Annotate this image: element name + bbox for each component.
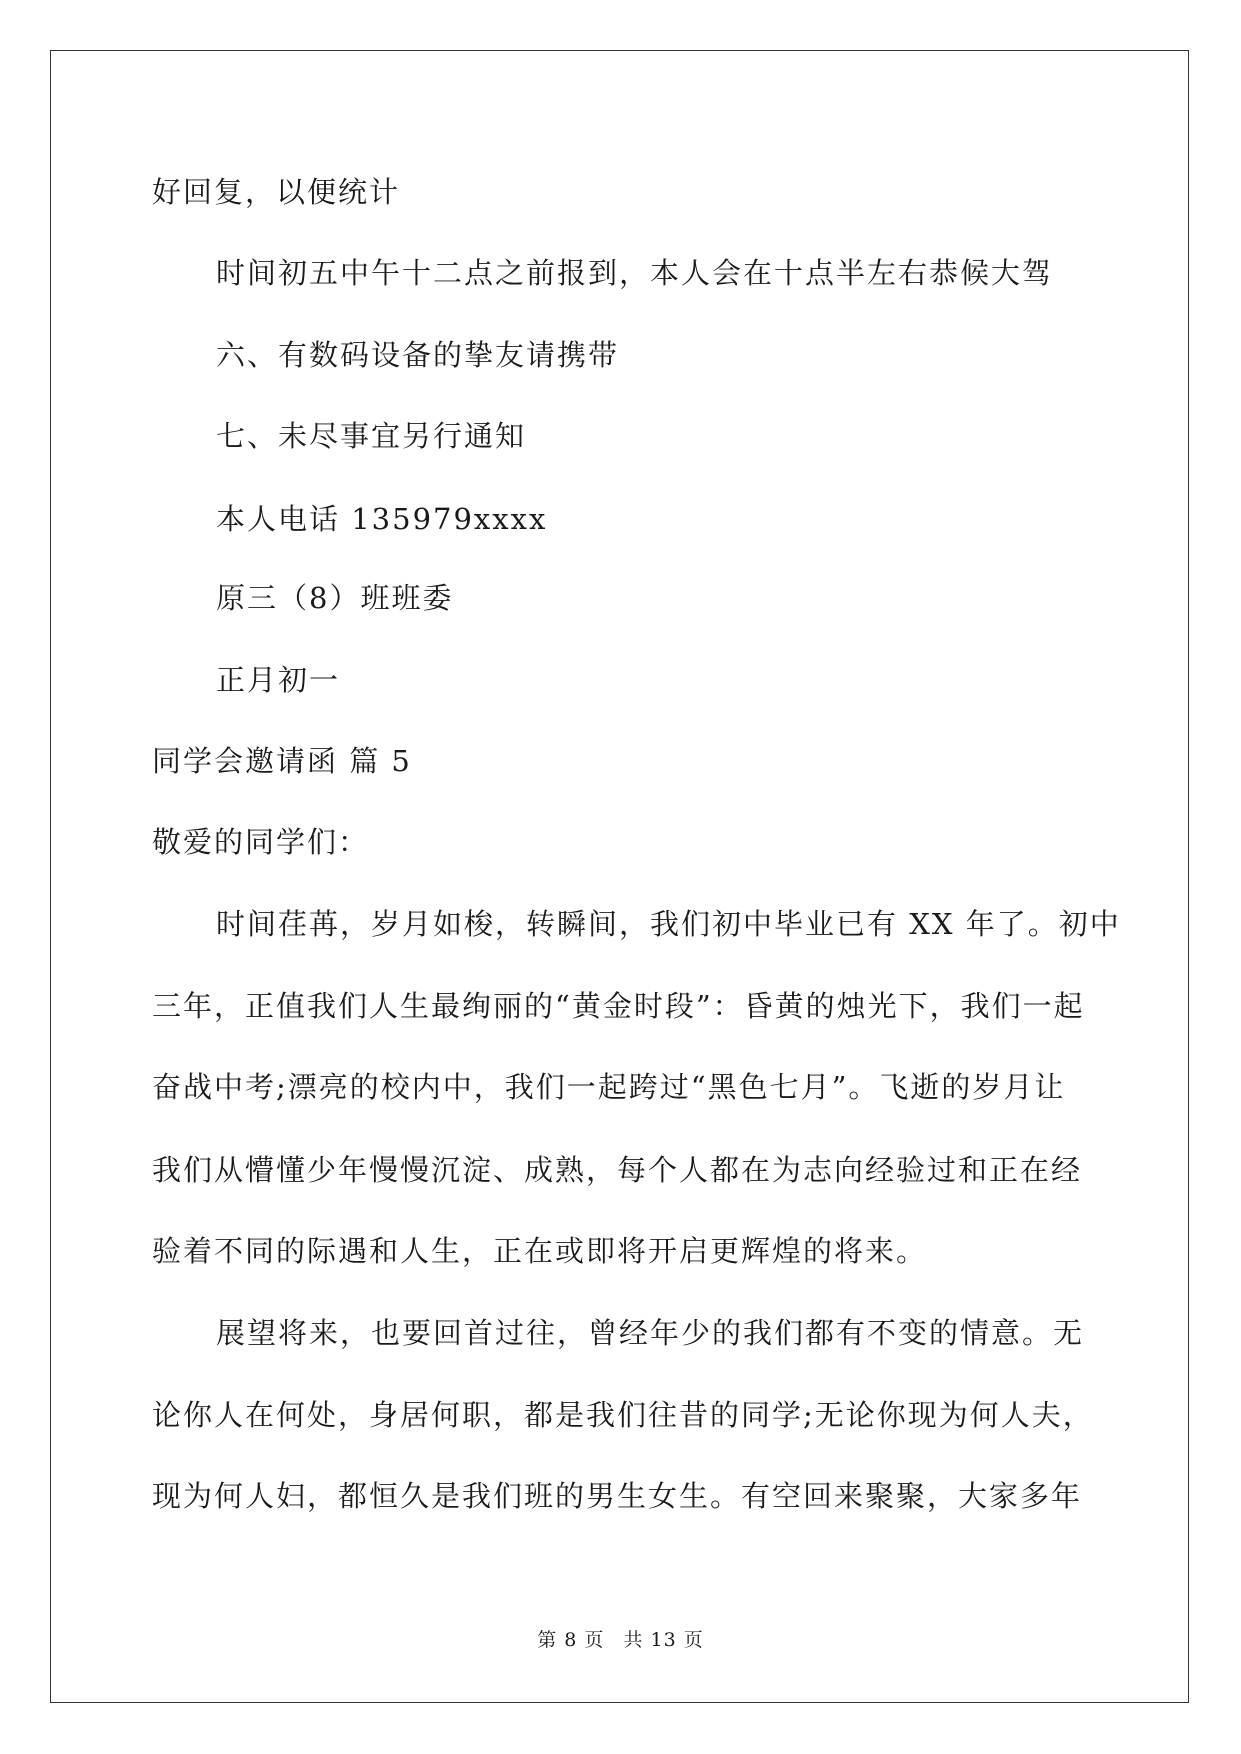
text-line-4: 七、未尽事宜另行通知 — [216, 419, 527, 453]
salutation: 敬爱的同学们： — [152, 825, 370, 859]
text-line-7: 正月初一 — [216, 663, 341, 697]
page-border — [50, 50, 1189, 1703]
paragraph-1-line-1: 时间荏苒，岁月如梭，转瞬间，我们初中毕业已有 XX 年了。初中 — [216, 907, 1121, 941]
text-line-6: 原三（8）班班委 — [216, 581, 454, 615]
text-line-3: 六、有数码设备的挚友请携带 — [216, 338, 620, 372]
text-line-5: 本人电话 135979xxxx — [216, 502, 548, 536]
paragraph-1-line-4: 我们从懵懂少年慢慢沉淀、成熟，每个人都在为志向经验过和正在经 — [152, 1153, 1083, 1187]
paragraph-1-line-3: 奋战中考;漂亮的校内中，我们一起跨过“黑色七月”。飞逝的岁月让 — [152, 1070, 1066, 1104]
page-footer — [0, 1631, 1241, 1650]
section-heading: 同学会邀请函 篇 5 — [152, 744, 412, 778]
page-number: 第 8 页 — [537, 1629, 605, 1651]
paragraph-1-line-2: 三年，正值我们人生最绚丽的“黄金时段”：昏黄的烛光下，我们一起 — [152, 989, 1085, 1023]
paragraph-2-line-2: 论你人在何处，身居何职，都是我们往昔的同学;无论你现为何人夫， — [152, 1398, 1094, 1432]
text-line-1: 好回复，以便统计 — [152, 175, 401, 209]
paragraph-2-line-1: 展望将来，也要回首过往，曾经年少的我们都有不变的情意。无 — [216, 1316, 1085, 1350]
paragraph-2-line-3: 现为何人妇，都恒久是我们班的男生女生。有空回来聚聚，大家多年 — [152, 1479, 1083, 1513]
page-total: 共 13 页 — [623, 1629, 704, 1651]
paragraph-1-line-5: 验着不同的际遇和人生，正在或即将开启更辉煌的将来。 — [152, 1234, 928, 1268]
text-line-2: 时间初五中午十二点之前报到，本人会在十点半左右恭候大驾 — [216, 256, 1054, 290]
